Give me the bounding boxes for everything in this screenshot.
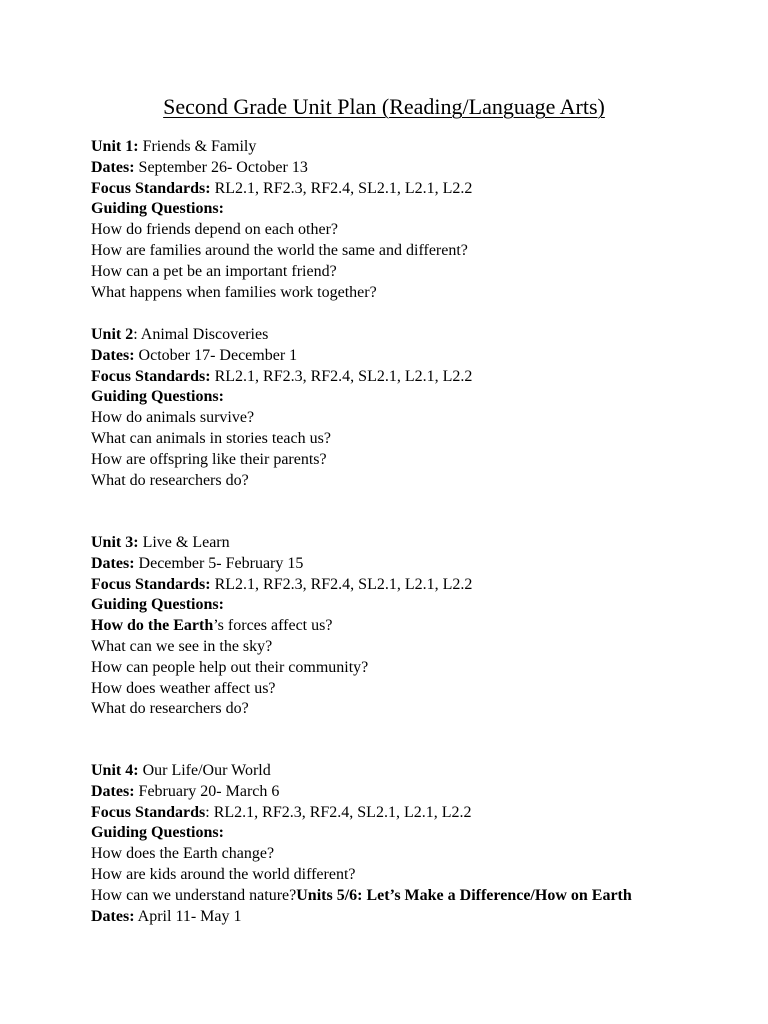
question-item <box>91 886 751 907</box>
unit-heading <box>91 533 751 554</box>
unit-standards <box>91 179 751 200</box>
unit-standards <box>91 803 751 824</box>
dates-value: September 26- October 13 <box>134 158 308 176</box>
question-rest: ’s forces affect us? <box>213 617 333 635</box>
next-unit-name: : Let’s Make a Difference/How on Earth <box>357 886 632 904</box>
dates-label: Dates: <box>91 158 135 176</box>
unit-label: Unit 4: <box>91 762 139 779</box>
unit-name: Friends & Family <box>138 138 257 155</box>
unit-4-section <box>91 761 751 907</box>
question-item: What do researchers do? <box>91 700 249 718</box>
page-title: Second Grade Unit Plan (Reading/Language Arts) <box>163 94 605 119</box>
unit-dates <box>91 158 751 179</box>
dates-label: Dates: <box>91 908 135 925</box>
question-item: How does weather affect us? <box>91 679 276 697</box>
standards-value: : RL2.1, RF2.3, RF2.4, SL2.1, L2.1, L2.2 <box>205 803 472 821</box>
dates-value: April 11- May 1 <box>134 908 242 925</box>
dates-value: December 5- February 15 <box>134 554 304 572</box>
standards-label: Focus Standards: <box>91 179 211 197</box>
question-item: What happens when families work together? <box>91 283 377 301</box>
unit-heading <box>91 325 751 346</box>
unit-dates <box>91 782 751 803</box>
questions-label: Guiding Questions: <box>91 596 224 614</box>
standards-label: Focus Standards: <box>91 575 211 593</box>
questions-label: Guiding Questions: <box>91 824 224 842</box>
question-item <box>91 616 751 637</box>
dates-label: Dates: <box>91 346 135 364</box>
question-item: What do researchers do? <box>91 471 249 489</box>
dates-label: Dates: <box>91 782 135 800</box>
unit-heading <box>91 137 751 158</box>
unit-label: Unit 2 <box>91 326 134 343</box>
unit-name: : Animal Discoveries <box>133 326 269 343</box>
unit-label: Unit 3: <box>91 534 139 551</box>
question-item: How can a pet be an important friend? <box>91 262 337 280</box>
unit-dates <box>91 554 751 575</box>
unit-5-6-dates <box>91 907 242 928</box>
next-unit-label: Units 5/6 <box>296 886 358 904</box>
question-item: How are families around the world the same and different? <box>91 241 468 259</box>
question-item: How can people help out their community? <box>91 658 369 676</box>
unit-dates <box>91 346 751 367</box>
question-item: How are kids around the world different? <box>91 865 356 883</box>
unit-1-section <box>91 137 751 303</box>
unit-name: Our Life/Our World <box>138 762 271 779</box>
unit-standards <box>91 575 751 596</box>
standards-label: Focus Standards <box>91 803 206 821</box>
dates-value: February 20- March 6 <box>134 782 280 800</box>
unit-2-section <box>91 325 751 491</box>
unit-heading <box>91 761 751 782</box>
question-item: How do friends depend on each other? <box>91 221 339 239</box>
unit-3-section <box>91 533 751 720</box>
question-item: What can animals in stories teach us? <box>91 429 331 447</box>
question-item: What can we see in the sky? <box>91 637 273 655</box>
dates-label: Dates: <box>91 554 135 572</box>
unit-label: Unit 1: <box>91 138 139 155</box>
question-item: How are offspring like their parents? <box>91 450 327 468</box>
standards-value: RL2.1, RF2.3, RF2.4, SL2.1, L2.1, L2.2 <box>210 367 473 385</box>
unit-name: Live & Learn <box>138 534 230 551</box>
question-text: How can we understand nature? <box>91 886 297 904</box>
unit-standards <box>91 367 751 388</box>
questions-label: Guiding Questions: <box>91 388 224 406</box>
standards-value: RL2.1, RF2.3, RF2.4, SL2.1, L2.1, L2.2 <box>210 575 473 593</box>
standards-label: Focus Standards: <box>91 367 211 385</box>
question-item: How do animals survive? <box>91 409 255 427</box>
question-item: How does the Earth change? <box>91 845 275 863</box>
dates-value: October 17- December 1 <box>134 346 298 364</box>
questions-label: Guiding Questions: <box>91 200 224 218</box>
standards-value: RL2.1, RF2.3, RF2.4, SL2.1, L2.1, L2.2 <box>210 179 473 197</box>
question-bold-part: How do the Earth <box>91 617 214 635</box>
